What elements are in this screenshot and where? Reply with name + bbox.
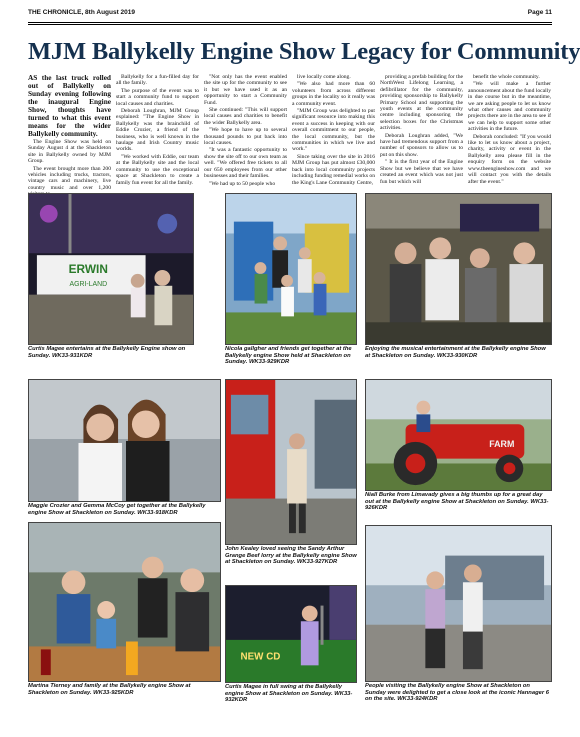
caption-people-visiting: People visiting the Ballykelly engine Show at Shackleton on Sunday were delighted to get a close look at the iconic Hannager 6 on the site. WK33-924KDR <box>365 683 549 703</box>
page-header <box>28 6 552 20</box>
caption-maggie-gemma: Maggie Crozier and Gemma McCoy get together at the Ballykelly engine Show at Shackleton on Sunday. WK33-918KDR <box>28 503 206 516</box>
photo-maggie-gemma <box>28 379 221 502</box>
article-paragraph: "We will make a further announcement about the fund locally in due course but in the meantime, we are asking people to let us know what other causes and community projects there are in the area to see if we can help to support some other activities in the future. <box>468 81 551 133</box>
article-paragraph: Deborah concluded: "If you would like to let us know about a project, charity, activity or event in the Ballykelly area please fill in the enquiry form on the website www.theengineshow.com and we will contact you with the details after the event." <box>468 133 551 185</box>
caption-john-kealey-lorry: John Kealey loved seeing the Sandy Arthur Grange Beef lorry at the Ballykelly engine Show at Shackleton on Sunday. WK33-927KDR <box>225 546 357 566</box>
photo-john-kealey-lorry <box>225 379 357 545</box>
article-paragraph: "We had up to 50 people who <box>209 180 276 187</box>
article-column-5 <box>380 74 463 190</box>
photo-people-visiting <box>365 525 552 682</box>
article-paragraph: Deborah Loughran added, "We have had tremendous support from a number of sponsors to allow us to put on this show. <box>380 132 463 158</box>
article-paragraph: The event brought more than 200 vehicles including trucks, tractors, vintage cars and machinery, live country music and over 1,200 <box>28 165 111 191</box>
caption-nicola-gallagher-friends: Nicola gallgher and friends get together at the Ballykelly engine Show held at Shackleton on Sunday. WK33-929KDR <box>225 346 352 366</box>
article-paragraph: Since taking over the site in 2016 MJM Group has put almost £30,000 back into local community projects including funding remedial works on the King's Lane Community Centre, <box>292 153 375 186</box>
article-column-3 <box>204 74 287 190</box>
photo-musical-entertainment <box>365 193 552 345</box>
caption-martina-tierney-family: Martina Tierney and family at the Ballykelly engine Show at Shackleton on Sunday. WK33-925KDR <box>28 683 191 696</box>
article-headline: MJM Ballykelly Engine Show Legacy for Community <box>28 38 580 65</box>
article-paragraph: Deborah Loughran, MJM Group explained: "The Engine Show in Ballykelly was the brainchild of Eddie Crozier, a friend of the business, who is well known in the haulage and Irish Country music worlds. <box>116 108 199 153</box>
banner-text-1: ERWIN <box>68 261 108 276</box>
header-rule <box>28 22 552 23</box>
article-paragraph: She continued: "This will support local causes and charities to benefit the wider Ballykelly area. <box>204 107 287 126</box>
article-column-6 <box>468 74 551 190</box>
caption-niall-burke-tractor: Niall Burke from Limavady gives a big thumbs up for a great day out at the Ballykelly engine Show at Shackleton on Sunday. WK33-926KDR <box>365 492 549 512</box>
article-column-4 <box>292 74 375 190</box>
caption-curtis-magee-stage: Curtis Magee entertains at the Ballykelly Engine show on Sunday. WK33-931KDR <box>28 346 186 359</box>
article-column-2 <box>116 74 199 190</box>
photo-nicola-gallagher-friends <box>225 193 357 345</box>
caption-curtis-magee-full-swing: Curtis Magee in full swing at the Ballykelly engine Show at Shackleton on Sunday. WK33-932KDR <box>225 684 353 704</box>
article-paragraph: The purpose of the event was to start a community fund to support local causes and charities. <box>116 87 199 107</box>
banner-new-cd: NEW CD <box>240 651 281 663</box>
photo-curtis-magee-full-swing <box>225 585 357 683</box>
article-paragraph: " It is the first year of the Engine Show but we believe that we have created an event which was not just fun but which will <box>380 159 463 185</box>
article-paragraph: "We worked with Eddie, our team at the Ballykelly site and the local community to use the exceptional space at Shackleton to create a family fun event for all the family. <box>116 153 199 186</box>
article-paragraph: live locally come along. <box>297 74 351 80</box>
article-paragraph: benefit the whole community. <box>473 74 540 80</box>
article-paragraph: Ballykelly for a fun-filled day for all the family. <box>116 74 199 87</box>
article-paragraph: "MJM Group was delighted to put significant resource into making this event a success in keeping with our overall commitment to our people, the local community, but the communities in which we live and work." <box>292 108 375 153</box>
banner-text-2: AGRI-LAND <box>69 280 108 288</box>
publication-date: THE CHRONICLE, 8th August 2019 <box>28 9 136 16</box>
article-column-1 <box>28 74 111 190</box>
article-paragraph: The Engine Show was held on Sunday August 4 at the Shackleton site in Ballykelly owned by MJM Group. <box>28 139 111 165</box>
article-paragraph: "We also had more than 60 volunteers from across different groups in the locality so it really was a community event. <box>292 81 375 107</box>
header-rule-2 <box>28 24 552 25</box>
article-paragraph: "We hope to have up to several thousand pounds to put back into local causes. <box>204 127 287 147</box>
article-paragraph: providing a prefab building for the NorthWest Lifelong Learning, a defibrillator for the community, providing sponsorship to Ballykelly Primary School and supporting the youth events at the community centre including sponsoring the selection boxes for the Christmas activities. <box>380 74 463 132</box>
page-number: Page 11 <box>527 9 552 16</box>
photo-niall-burke-tractor <box>365 379 552 491</box>
article-paragraph: "Not only has the event enabled the site up for the community to see it but we have used it as an opportunity to start a Community Fund. <box>204 74 287 106</box>
photo-curtis-magee-stage <box>28 193 194 345</box>
article-lead-paragraph: AS the last truck rolled out of Ballykelly on Sunday evening following the inaugural Engine Show, thoughts have turned to what this event means for the wider Ballykelly community. <box>28 73 111 138</box>
photo-martina-tierney-family <box>28 522 221 682</box>
tractor-sign: FARM <box>489 438 515 449</box>
caption-musical-entertainment: Enjoying the musical entertainment at the Ballykelly engine Show at Shackleton on Sunday. WK33-930KDR <box>365 346 546 359</box>
article-paragraph: "It was a fantastic opportunity to show the site off to our own team as well. "We offered free tickets to all our 650 employees from our other businesses and their families. <box>204 147 287 180</box>
